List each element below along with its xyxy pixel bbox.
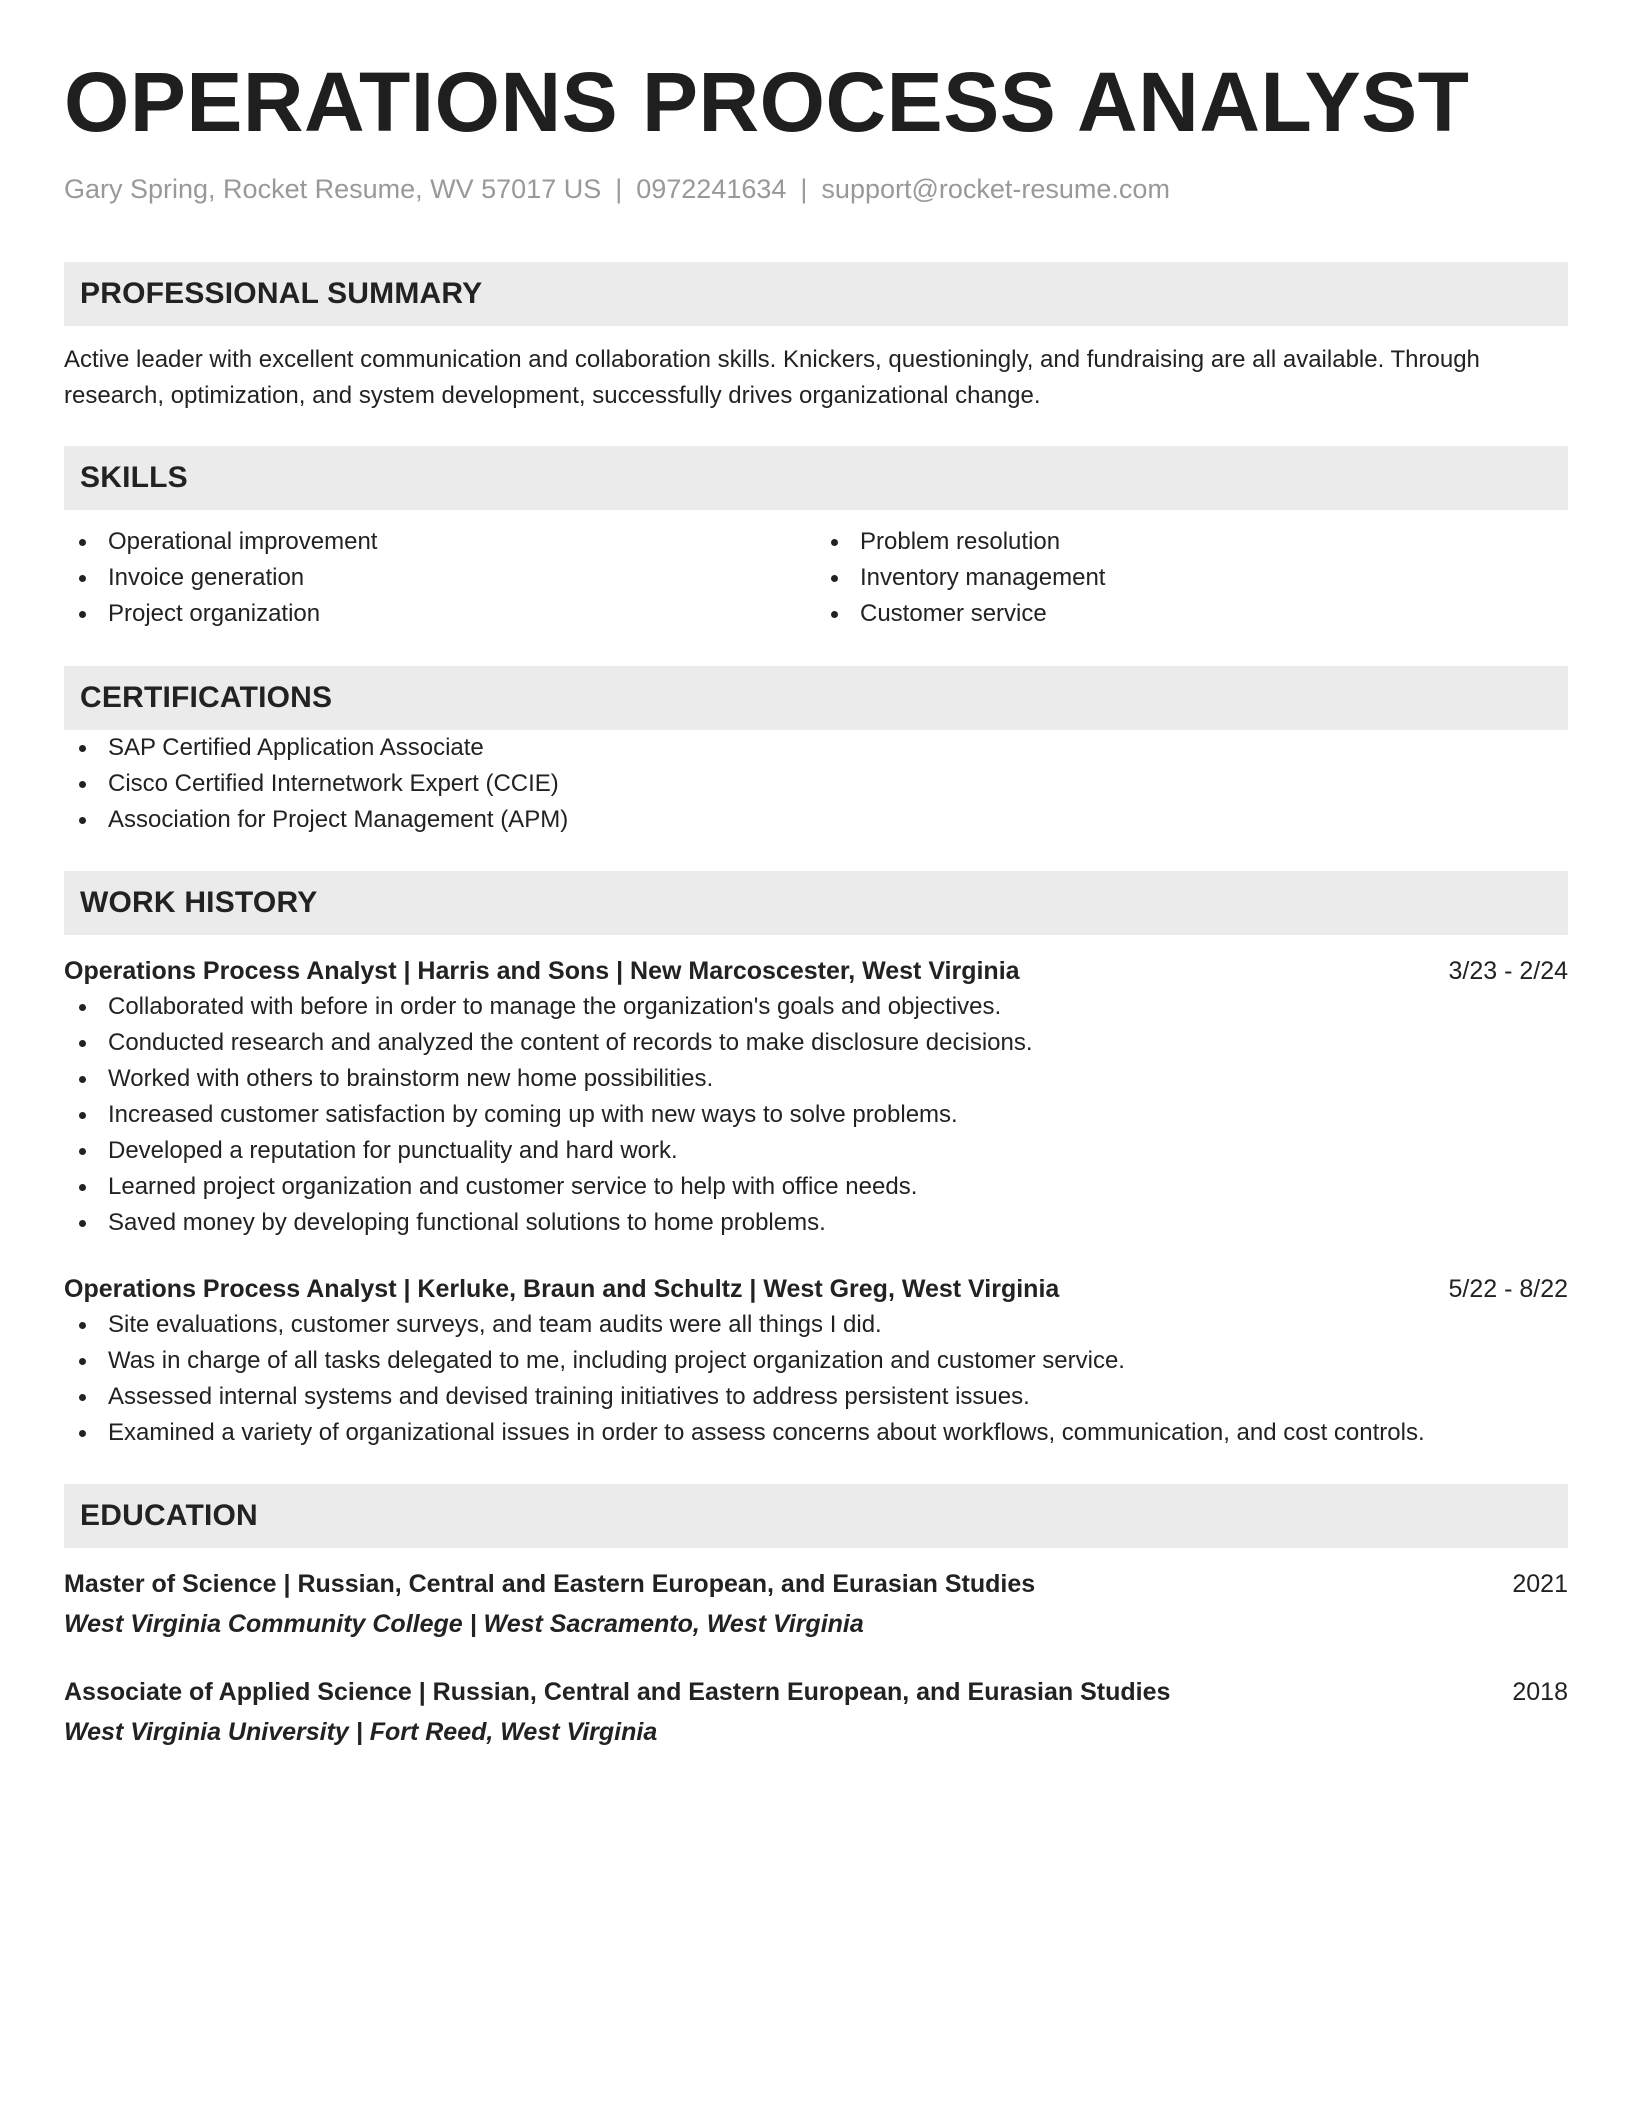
certification-item: Cisco Certified Internetwork Expert (CCIE) — [64, 766, 1568, 802]
skill-item: Problem resolution — [816, 524, 1568, 560]
skills-section — [64, 446, 1568, 632]
education-year: 2021 — [1512, 1570, 1568, 1598]
job-header — [64, 1271, 1568, 1307]
job-bullet: Was in charge of all tasks delegated to me, including project organization and customer service. — [64, 1343, 1568, 1379]
education-year: 2018 — [1512, 1678, 1568, 1706]
job-bullet-list — [64, 989, 1568, 1241]
job-bullet: Examined a variety of organizational issues in order to assess concerns about workflows, communication, and cost controls. — [64, 1415, 1568, 1451]
skill-item: Operational improvement — [64, 524, 816, 560]
education-entry — [64, 1566, 1568, 1642]
certification-item: Association for Project Management (APM) — [64, 802, 1568, 838]
contact-separator: | — [615, 174, 623, 204]
job-header — [64, 953, 1568, 989]
job-bullet: Developed a reputation for punctuality and hard work. — [64, 1133, 1568, 1169]
skills-list-right — [816, 524, 1568, 632]
skill-item: Invoice generation — [64, 560, 816, 596]
job-dates: 3/23 - 2/24 — [1448, 957, 1568, 985]
work-history-section — [64, 871, 1568, 1451]
education-school: West Virginia University | Fort Reed, West Virginia — [64, 1718, 658, 1746]
education-header — [64, 1566, 1568, 1602]
contact-phone: 0972241634 — [636, 174, 787, 204]
skill-item: Customer service — [816, 596, 1568, 632]
job-entry — [64, 1271, 1568, 1451]
job-bullet: Learned project organization and customer service to help with office needs. — [64, 1169, 1568, 1205]
job-bullet: Worked with others to brainstorm new home possibilities. — [64, 1061, 1568, 1097]
skills-columns — [64, 524, 1568, 632]
contact-address: Gary Spring, Rocket Resume, WV 57017 US — [64, 174, 602, 204]
job-entry — [64, 953, 1568, 1241]
professional-summary-section — [64, 262, 1568, 414]
education-section — [64, 1484, 1568, 1750]
skill-item: Project organization — [64, 596, 816, 632]
certifications-section — [64, 666, 1568, 838]
contact-separator: | — [800, 174, 808, 204]
education-entry — [64, 1674, 1568, 1750]
job-bullet: Conducted research and analyzed the content of records to make disclosure decisions. — [64, 1025, 1568, 1061]
certifications-list — [64, 730, 1568, 838]
education-degree: Master of Science | Russian, Central and Eastern European, and Eurasian Studies — [64, 1570, 1036, 1598]
skills-list-left — [64, 524, 816, 632]
certification-item: SAP Certified Application Associate — [64, 730, 1568, 766]
section-heading-work-history: WORK HISTORY — [64, 871, 1568, 935]
job-bullet: Collaborated with before in order to manage the organization's goals and objectives. — [64, 989, 1568, 1025]
job-bullet-list — [64, 1307, 1568, 1451]
job-dates: 5/22 - 8/22 — [1448, 1275, 1568, 1303]
job-bullet: Assessed internal systems and devised training initiatives to address persistent issues. — [64, 1379, 1568, 1415]
contact-line — [64, 172, 1568, 206]
contact-email: support@rocket-resume.com — [821, 174, 1170, 204]
section-heading-certifications: CERTIFICATIONS — [64, 666, 1568, 730]
section-heading-skills: SKILLS — [64, 446, 1568, 510]
section-heading-summary: PROFESSIONAL SUMMARY — [64, 262, 1568, 326]
job-title: Operations Process Analyst | Harris and Sons | New Marcoscester, West Virginia — [64, 957, 1020, 985]
job-bullet: Site evaluations, customer surveys, and team audits were all things I did. — [64, 1307, 1568, 1343]
education-school: West Virginia Community College | West Sacramento, West Virginia — [64, 1610, 864, 1638]
education-header — [64, 1674, 1568, 1710]
education-degree: Associate of Applied Science | Russian, Central and Eastern European, and Eurasian Studies — [64, 1678, 1171, 1706]
job-bullet: Increased customer satisfaction by coming up with new ways to solve problems. — [64, 1097, 1568, 1133]
job-bullet: Saved money by developing functional solutions to home problems. — [64, 1205, 1568, 1241]
summary-text: Active leader with excellent communication and collaboration skills. Knickers, questioningly, and fundraising are all available. Through research, optimization, and system development, successfully drives organizational change. — [64, 346, 1480, 409]
section-heading-education: EDUCATION — [64, 1484, 1568, 1548]
job-title: Operations Process Analyst | Kerluke, Braun and Schultz | West Greg, West Virginia — [64, 1275, 1060, 1303]
skill-item: Inventory management — [816, 560, 1568, 596]
resume-title: OPERATIONS PROCESS ANALYST — [64, 55, 1470, 149]
